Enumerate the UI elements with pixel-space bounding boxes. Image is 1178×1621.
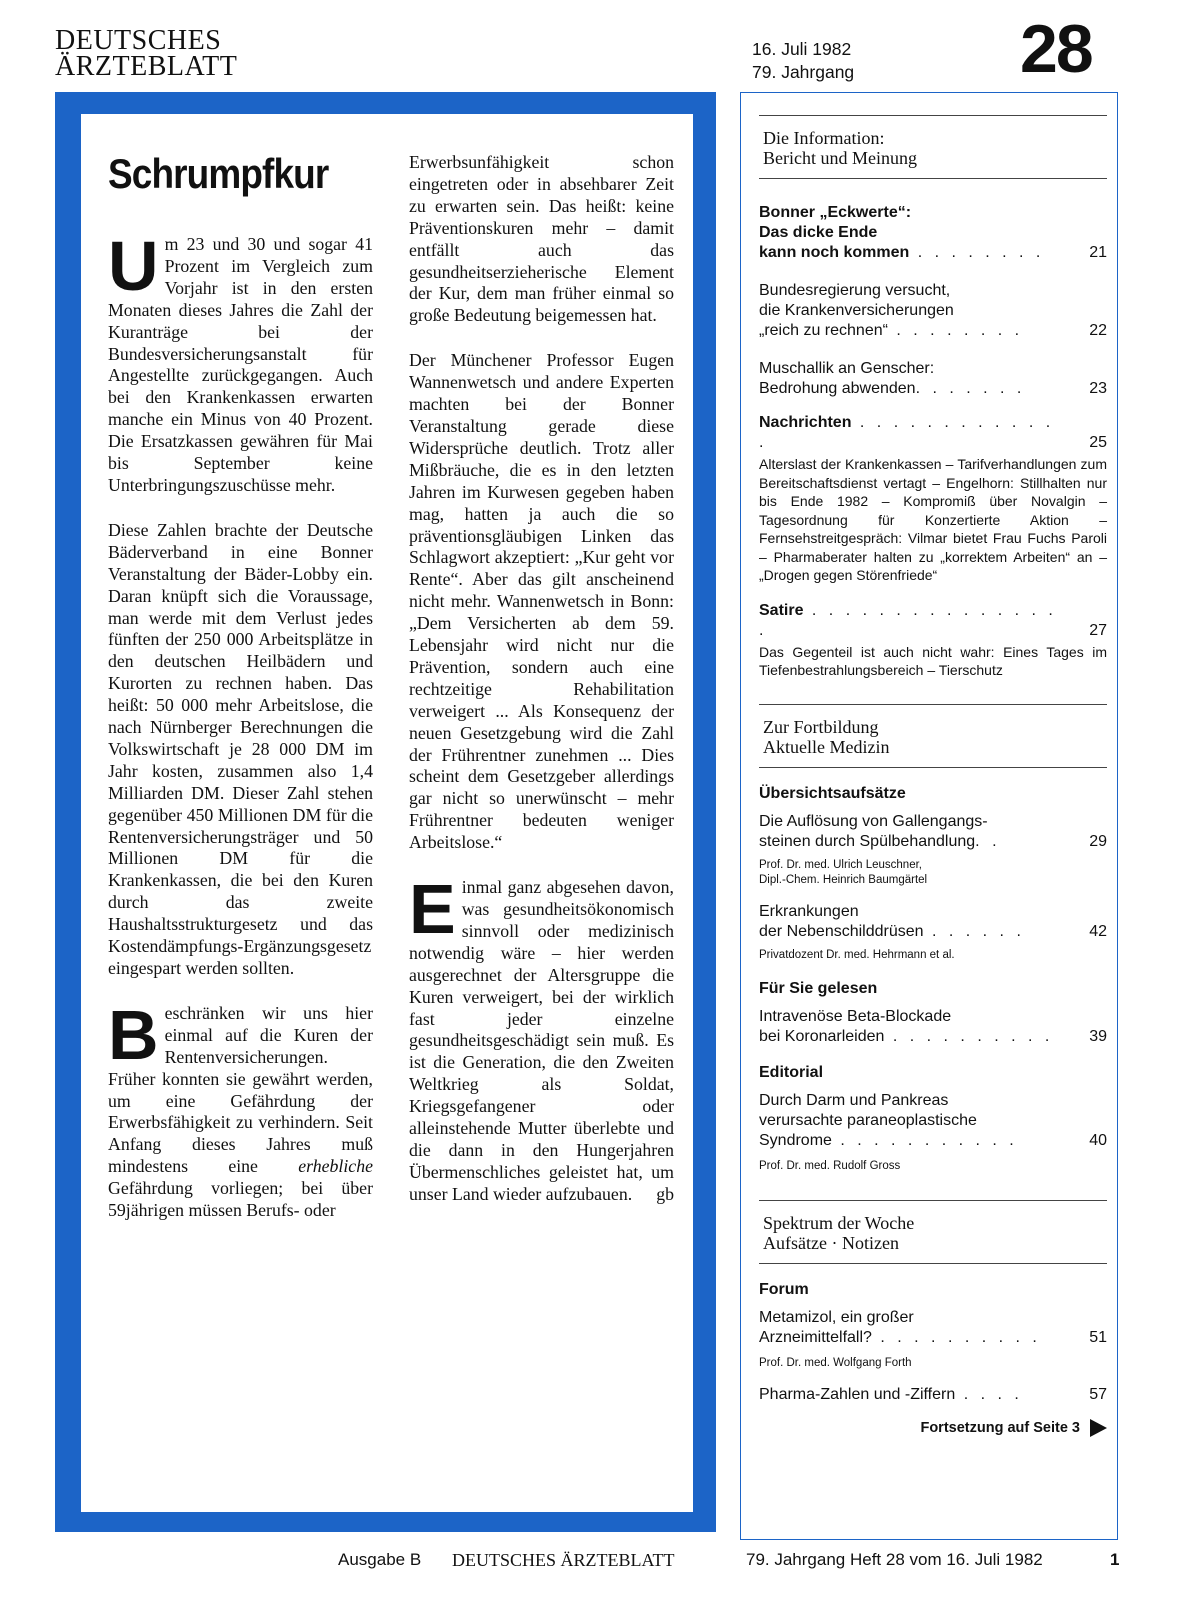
- toc-entry[interactable]: Satire . . . . . . . . . . . . . . . . 27: [759, 601, 1107, 639]
- section-line: Bericht und Meinung: [763, 148, 917, 168]
- toc-category: Forum: [759, 1280, 809, 1298]
- article-paragraph: [409, 870, 674, 1206]
- issue-date: 16. Juli 1982: [752, 39, 852, 59]
- entry-author: [759, 858, 1107, 888]
- page-number: 23: [1089, 380, 1107, 397]
- page-number: 39: [1089, 1027, 1107, 1045]
- page-number: 40: [1089, 1131, 1107, 1149]
- article-headline: Schrumpfkur: [108, 150, 329, 197]
- article-paragraph: Der Münchener Professor Eugen Wannenwetsch und andere Experten machten bei der Bonner Veranstaltung gerade diese Widersprüche deutlich. Trotz aller Mißbräuche, die es in den letzten Jahren im Kurwesen gegeben haben mag, hatten ja auch die so präventionsgläubigen Linken das Schlagwort akzeptiert: „Kur geht vor Rente“. Aber das gilt anscheinend nicht mehr. Wannenwetsch in Bonn: „Dem Versicherten ab dem 59. Lebensjahr wird nicht nur die Prävention, sondern auch eine rechtzeitige Rehabilitation verweigert ... Als Konsequenz der neuen Gesetzgebung wird die Zahl der Frührentner zunehmen ... Dies scheint dem Gesetzgeber allerdings gar nicht so unerwünscht – mehr Frührentner bedeuten weniger Arbeitslose.“: [409, 350, 674, 853]
- page-number: 21: [1089, 244, 1107, 261]
- paragraph-text: Gefährdung vorliegen; bei über 59jährigen müssen Berufs- oder: [108, 1178, 373, 1221]
- entry-title: Satire: [759, 601, 804, 619]
- toc-entry[interactable]: Durch Darm und Pankreas verursachte paraneoplastische Syndrome . . . . . . . . . . . 40: [759, 1091, 1107, 1149]
- author-signature: gb: [656, 1183, 674, 1204]
- page-number: 57: [1089, 1385, 1107, 1403]
- masthead-line1: DEUTSCHES: [55, 25, 222, 56]
- page-number: 29: [1089, 832, 1107, 850]
- entry-title: Muschallik an Genscher:: [759, 360, 935, 377]
- arrow-right-icon: [1090, 1419, 1107, 1437]
- entry-title: die Krankenversicherungen: [759, 302, 954, 319]
- paragraph-text: m 23 und 30 und sogar 41 Prozent im Vergleich zum Vorjahr ist in den ersten Monaten dieses Jahres die Zahl der Kuranträge bei der Bundesversicherungsanstalt für Angestellte zurückgegangen. Auch bei den Krankenkassen erwarten manche ein Minus von 40 Prozent. Die Ersatzkassen gewähren für Mai bis September keine Unterbringungszuschüsse mehr.: [108, 234, 373, 495]
- article-column-right: [409, 152, 674, 1229]
- footer-page-number: 1: [1110, 1550, 1120, 1569]
- drop-cap: U: [108, 227, 159, 305]
- toc-entry[interactable]: Bonner „Eckwerte“: Das dicke Ende kann noch kommen . . . . . . . . 21: [759, 204, 1107, 261]
- entry-title: Durch Darm und Pankreas: [759, 1091, 949, 1109]
- paragraph-text: eschränken wir uns hier einmal auf die Kuren der Rentenversicherungen. Früher konnten sie gewährt werden, um eine Gefährdung der Erwerbsfähigkeit zu verhindern. Seit Anfang dieses Jahres muß mindestens eine: [108, 1002, 373, 1177]
- toc-entry[interactable]: Muschallik an Genscher: Bedrohung abwenden. . . . . . . 23: [759, 360, 1107, 397]
- entry-title: verursachte paraneoplastische: [759, 1111, 977, 1129]
- article-paragraph: [108, 995, 373, 1222]
- toc-entry[interactable]: Nachrichten . . . . . . . . . . . . . 25: [759, 414, 1107, 451]
- entry-title: Bedrohung abwenden: [759, 380, 916, 397]
- issue-info: [752, 38, 854, 84]
- entry-title: Metamizol, ein großer: [759, 1308, 914, 1326]
- section-line: Spektrum der Woche: [763, 1212, 915, 1233]
- issue-number: 28: [1020, 11, 1092, 87]
- footer-journal: DEUTSCHES ÄRZTEBLATT: [452, 1550, 675, 1570]
- paragraph-text: inmal ganz abgesehen davon, was gesundheitsökonomisch sinnvoll oder medizinisch notwendig wäre – hier werden ausgerechnet der Altersgruppe die Kuren verweigert, bei der wirklich fast jeder einzelne gesundheitsgeschädigt sein muß. Es ist die Generation, die den Zweiten Weltkrieg als Soldat, Kriegsgefangener oder alleinstehende Mutter überlebte und die dann in den Hungerjahren Übermenschliches geleistet hat, um unser Land wieder aufzubauen.: [409, 877, 674, 1204]
- continuation-link[interactable]: [759, 1419, 1107, 1437]
- drop-cap: B: [108, 995, 159, 1074]
- entry-title: „reich zu rechnen“: [759, 322, 888, 339]
- page-number: 42: [1089, 922, 1107, 940]
- toc-category: Editorial: [759, 1063, 824, 1081]
- article-paragraph: [108, 227, 373, 497]
- article-panel: [81, 114, 693, 1512]
- page-footer: [0, 1550, 1178, 1580]
- toc-category: Für Sie gelesen: [759, 979, 878, 997]
- entry-title: Bundesregierung versucht,: [759, 282, 951, 299]
- page-number: 51: [1089, 1328, 1107, 1346]
- footer-edition: Ausgabe B: [338, 1550, 422, 1569]
- section-line: Die Information:: [763, 128, 885, 148]
- footer-issue-info: 79. Jahrgang Heft 28 vom 16. Juli 1982: [746, 1550, 1043, 1569]
- section-line: Zur Fortbildung: [763, 716, 879, 737]
- entry-summary: Das Gegenteil ist auch nicht wahr: Eines Tages im Tiefenbestrahlungsbereich – Tierschutz: [759, 643, 1107, 678]
- issue-year: 79. Jahrgang: [752, 62, 855, 82]
- entry-title: Pharma-Zahlen und -Ziffern: [759, 1385, 956, 1403]
- toc-entry[interactable]: Bundesregierung versucht, die Krankenversicherungen „reich zu rechnen“ . . . . . . . . 22: [759, 282, 1107, 339]
- entry-author: Privatdozent Dr. med. Hehrmann et al.: [759, 948, 955, 961]
- toc-section-header: [759, 115, 1107, 179]
- author-line: Dipl.-Chem. Heinrich Baumgärtel: [759, 873, 928, 886]
- toc-section-header: [759, 1200, 1107, 1264]
- drop-cap: E: [409, 870, 456, 949]
- entry-title: Intravenöse Beta-Blockade: [759, 1007, 952, 1025]
- entry-title: der Nebenschilddrüsen: [759, 922, 924, 940]
- entry-title: Arzneimittelfall?: [759, 1328, 872, 1346]
- toc-section-header: [759, 704, 1107, 768]
- entry-title: kann noch kommen: [759, 244, 910, 261]
- toc-category: Übersichtsaufsätze: [759, 784, 906, 802]
- article-column-left: [108, 114, 373, 1245]
- entry-title: Die Auflösung von Gallengangs-: [759, 812, 988, 830]
- masthead-line2: ÄRZTEBLATT: [55, 51, 238, 82]
- page-number: 25: [1089, 434, 1107, 451]
- article-paragraph: Diese Zahlen brachte der Deutsche Bäderverband in eine Bonner Veranstaltung der Bäder-Lobby ein. Daran knüpft sich die Voraussage, man werde mit dem Verlust jedes fünften der 250 000 Arbeitsplätze in den deutschen Heilbädern und Kurorten zu rechnen haben. Das heißt: 50 000 mehr Arbeitslose, die nach Nürnberger Berechnungen die Volkswirtschaft je 28 000 DM im Jahr kosten, zusammen also 1,4 Milliarden DM. Dieser Zahl stehen gegenüber 450 Millionen DM für die Rentenversicherungsträger und 50 Millionen DM für die Krankenkassen, die bei den Kuren durch das zweite Haushaltsstrukturgesetz und das Kostendämpfungs-Ergänzungsgesetz eingespart werden sollten.: [108, 519, 373, 978]
- entry-author: Prof. Dr. med. Wolfgang Forth: [759, 1356, 912, 1369]
- section-line: Aufsätze · Notizen: [763, 1232, 899, 1253]
- toc-entry[interactable]: Pharma-Zahlen und -Ziffern . . . . 57: [759, 1385, 1107, 1403]
- section-line: Aktuelle Medizin: [763, 736, 890, 757]
- toc-entry[interactable]: Erkrankungen der Nebenschilddrüsen . . . . . . 42: [759, 902, 1107, 940]
- emphasis-text: erhebliche: [298, 1156, 373, 1177]
- masthead: [55, 25, 238, 82]
- entry-title: Nachrichten: [759, 414, 852, 431]
- toc-entry[interactable]: Intravenöse Beta-Blockade bei Koronarleiden . . . . . . . . . . 39: [759, 1007, 1107, 1045]
- author-line: Prof. Dr. med. Ulrich Leuschner,: [759, 858, 922, 871]
- entry-title: Das dicke Ende: [759, 224, 878, 241]
- entry-author: Prof. Dr. med. Rudolf Gross: [759, 1159, 901, 1172]
- page-number: 27: [1089, 621, 1107, 639]
- entry-title: Erkrankungen: [759, 902, 859, 920]
- table-of-contents: [740, 92, 1118, 1540]
- article-paragraph: Erwerbsunfähigkeit schon eingetreten oder in absehbarer Zeit zu erwarten sein. Das heißt: keine Präventionskuren mehr – damit entfällt auch das gesundheitserzieherische Element der Kur, dem man früher einmal so große Bedeutung beigemessen hat.: [409, 152, 674, 326]
- entry-summary: Alterslast der Krankenkassen – Tarifverhandlungen zum Bereitschaftsdienst vertagt – Engelhorn: Stillhalten nur bis Ende 1982 – Kompromiß über Novalgin – Tagesordnung für Konzertierte Aktion – Fernsehstreitgespräch: Vilmar bietet Frau Fuchs Paroli – Pharmaberater halten zu „korrektem Arbeiten“ an – „Drogen gegen Störenfriede“: [759, 456, 1107, 583]
- entry-title: Bonner „Eckwerte“:: [759, 204, 912, 221]
- entry-title: Syndrome: [759, 1131, 832, 1149]
- toc-entry[interactable]: Die Auflösung von Gallengangs- steinen durch Spülbehandlung. . 29: [759, 812, 1107, 850]
- toc-entry[interactable]: Metamizol, ein großer Arzneimittelfall? . . . . . . . . . . 51: [759, 1308, 1107, 1346]
- entry-title: steinen durch Spülbehandlung: [759, 832, 976, 850]
- entry-title: bei Koronarleiden: [759, 1027, 885, 1045]
- continuation-text: Fortsetzung auf Seite 3: [920, 1419, 1080, 1436]
- page-number: 22: [1089, 322, 1107, 339]
